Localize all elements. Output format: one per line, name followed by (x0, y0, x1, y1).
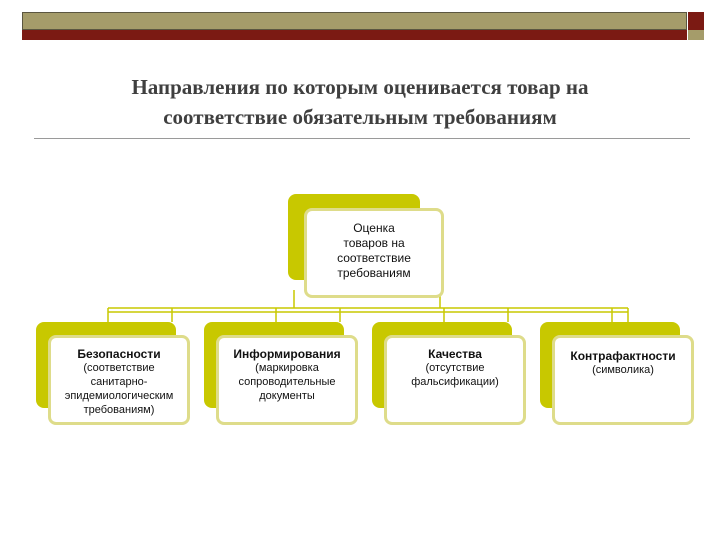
child-counterfeit-line-1: (символика) (592, 364, 654, 376)
child-information-line-2: сопроводительные (238, 376, 336, 388)
root-line-4: требованиям (337, 266, 411, 280)
child-node-counterfeit (552, 335, 694, 425)
child-safety-line-4: требованиям) (83, 404, 155, 416)
slide-title-line-2: соответствие обязательным требованиям (163, 105, 557, 129)
child-quality-line-1: (отсутствие (425, 362, 485, 374)
child-counterfeit-heading: Контрафактности (570, 349, 676, 363)
child-safety-line-3: эпидемиологическим (64, 390, 174, 402)
child-information-line-1: (маркировка (255, 362, 319, 374)
root-line-1: Оценка (353, 221, 395, 235)
child-node-safety (48, 335, 190, 425)
root-line-3: соответствие (337, 251, 411, 265)
child-quality-line-2: фальсификации) (411, 376, 499, 388)
child-safety-line-2: санитарно- (90, 376, 148, 388)
child-information-heading: Информирования (233, 347, 341, 361)
child-safety-line-1: (соответствие (83, 362, 155, 374)
child-information-line-3: документы (259, 390, 315, 402)
slide-title-line-1: Направления по которым оценивается товар на (131, 75, 589, 99)
child-safety-heading: Безопасности (77, 347, 161, 361)
child-quality-heading: Качества (428, 347, 482, 361)
child-node-quality (384, 335, 526, 425)
child-node-information (216, 335, 358, 425)
root-node (304, 208, 444, 298)
root-line-2: товаров на (343, 236, 405, 250)
